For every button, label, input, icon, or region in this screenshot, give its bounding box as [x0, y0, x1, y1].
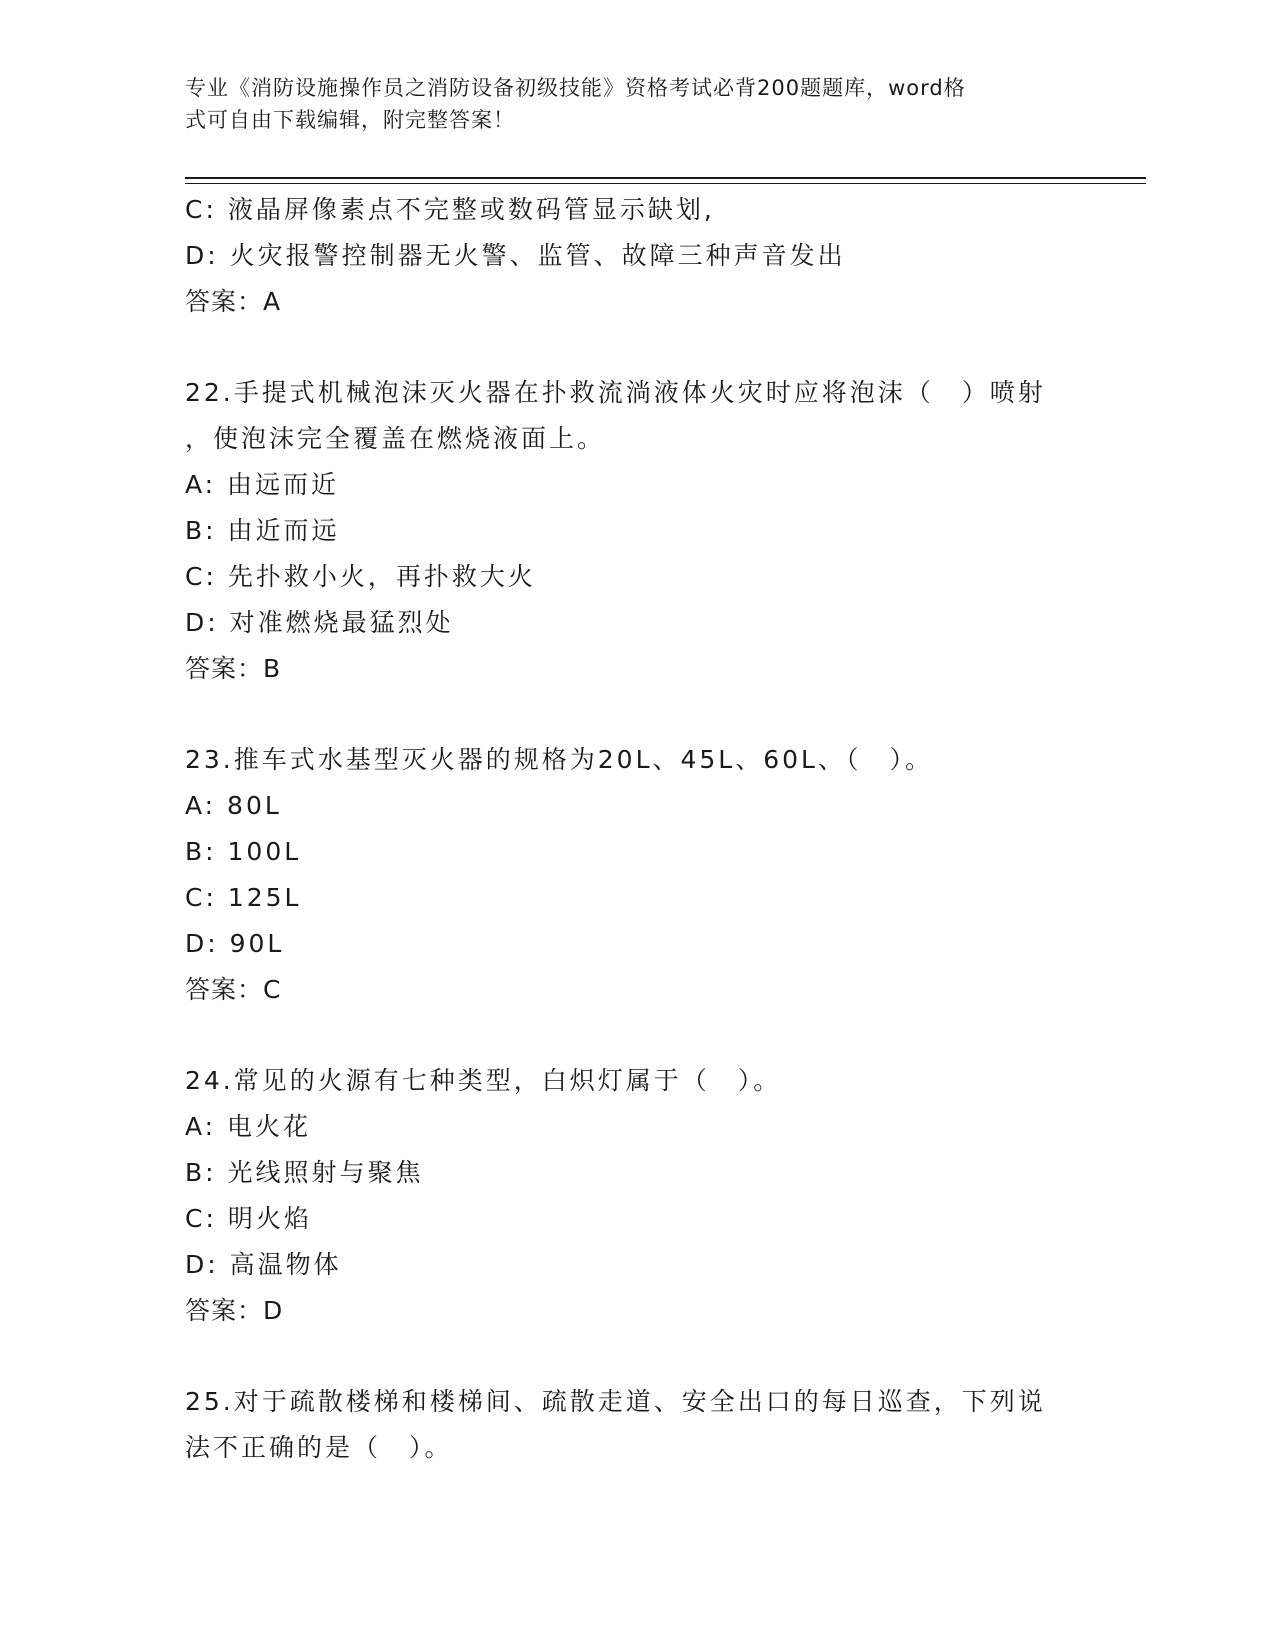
option-b: B: 由近而远: [185, 516, 340, 545]
answer-label: 答案：C: [185, 975, 282, 1004]
question-stem: 23.推车式水基型灭火器的规格为20L、45L、60L、（ ）。: [185, 745, 933, 774]
option-a: A: 由远而近: [185, 470, 340, 499]
question-23: [185, 737, 1085, 1013]
header-line-2: 式可自由下载编辑，附完整答案！: [185, 108, 515, 132]
answer-label: 答案：B: [185, 654, 282, 683]
question-stem: ，使泡沫完全覆盖在燃烧液面上。: [185, 424, 606, 453]
option-b: B: 100L: [185, 837, 302, 866]
header-line-1: 专业《消防设施操作员之消防设备初级技能》资格考试必背200题题库，word格: [185, 76, 966, 100]
option-b: B: 光线照射与聚焦: [185, 1158, 424, 1187]
option-d: D: 90L: [185, 929, 285, 958]
option-d: D: 对准燃烧最猛烈处: [185, 608, 454, 637]
question-stem: 24.常见的火源有七种类型，白炽灯属于（ ）。: [185, 1066, 782, 1095]
question-list: [185, 187, 1085, 1471]
option-c: C: 明火焰: [185, 1204, 312, 1233]
question-22: [185, 370, 1085, 692]
document-header: [185, 72, 1065, 136]
question-stem: 22.手提式机械泡沫灭火器在扑救流淌液体火灾时应将泡沫（ ）喷射: [185, 378, 1046, 407]
answer-label: 答案：D: [185, 1296, 284, 1325]
option-d: D: 火灾报警控制器无火警、监管、故障三种声音发出: [185, 241, 846, 270]
option-d: D: 高温物体: [185, 1250, 342, 1279]
question-stem: 法不正确的是（ ）。: [185, 1433, 453, 1462]
header-rule-thick: [185, 177, 1146, 179]
question-24: [185, 1058, 1085, 1334]
question-21-continued: [185, 187, 1085, 325]
option-a: A: 电火花: [185, 1112, 312, 1141]
question-25: [185, 1379, 1085, 1471]
header-rule-thin: [185, 183, 1146, 184]
answer-label: 答案：A: [185, 287, 282, 316]
question-stem: 25.对于疏散楼梯和楼梯间、疏散走道、安全出口的每日巡查，下列说: [185, 1387, 1046, 1416]
option-c: C: 液晶屏像素点不完整或数码管显示缺划,: [185, 195, 715, 224]
option-c: C: 125L: [185, 883, 302, 912]
option-c: C: 先扑救小火，再扑救大火: [185, 562, 536, 591]
option-a: A: 80L: [185, 791, 282, 820]
